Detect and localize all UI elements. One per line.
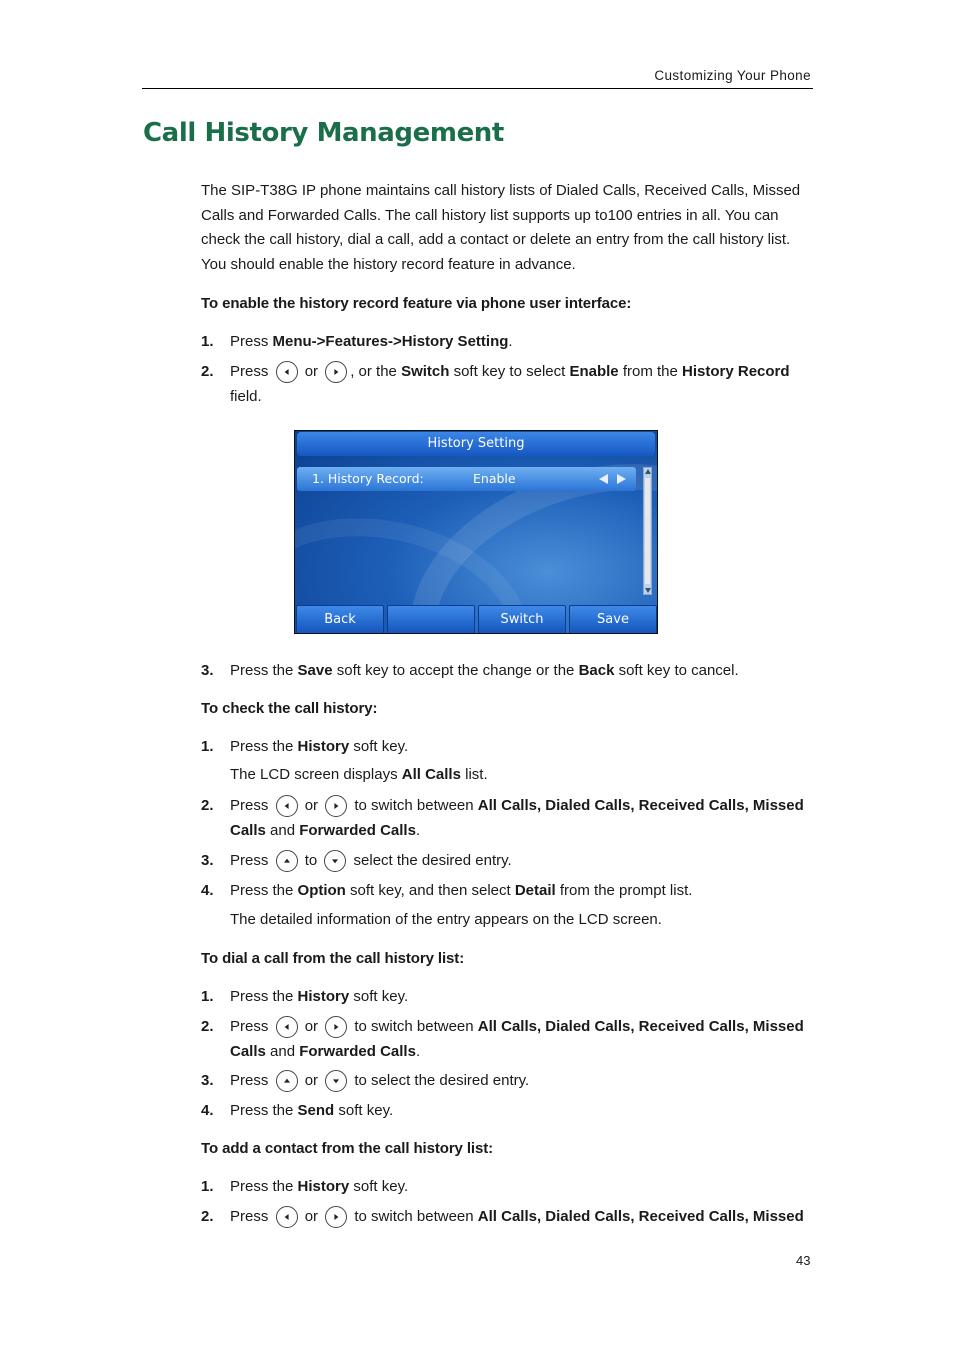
left-key-icon [276, 1206, 298, 1228]
section-heading-add: To add a contact from the call history list: [201, 1140, 494, 1157]
check-note-1: The LCD screen displays All Calls list. [230, 766, 488, 783]
softkey-switch[interactable]: Switch [478, 605, 566, 634]
softkey-back[interactable]: Back [296, 605, 384, 634]
left-arrow-icon[interactable] [599, 474, 608, 484]
down-key-icon [324, 850, 346, 872]
enable-step-2: 2. Press or , or the Switch soft key to select Enable from the History Record field. [201, 363, 790, 405]
add-step-2: 2. Press or to switch between All Calls, Dialed Calls, Received Calls, Missed [201, 1204, 813, 1229]
up-key-icon [276, 850, 298, 872]
left-key-icon [276, 1016, 298, 1038]
add-step-1: 1. Press the History soft key. [201, 1178, 409, 1195]
row-value: Enable [473, 471, 516, 486]
scroll-down-icon [645, 588, 651, 593]
header-rule [142, 88, 813, 89]
right-key-icon [325, 795, 347, 817]
page-number: 43 [796, 1253, 811, 1268]
section-heading-enable: To enable the history record feature via phone user interface: [201, 295, 632, 312]
right-key-icon [325, 1016, 347, 1038]
check-step-1: 1. Press the History soft key. [201, 738, 409, 755]
softkey-save[interactable]: Save [569, 605, 657, 634]
down-key-icon [325, 1070, 347, 1092]
lcd-screenshot [294, 430, 658, 634]
dial-step-1: 1. Press the History soft key. [201, 988, 409, 1005]
row-label: 1. History Record: [312, 471, 424, 486]
dial-step-4: 4. Press the Send soft key. [201, 1102, 394, 1119]
enable-step-1: 1. Press Menu->Features->History Setting. [201, 333, 513, 350]
right-key-icon [325, 1206, 347, 1228]
left-key-icon [276, 361, 298, 383]
scroll-up-icon [645, 469, 651, 474]
check-note-2: The detailed information of the entry appears on the LCD screen. [230, 911, 662, 928]
running-header: Customizing Your Phone [654, 68, 811, 83]
right-arrow-icon[interactable] [617, 474, 626, 484]
up-key-icon [276, 1070, 298, 1092]
dial-step-3: 3. Press or to select the desired entry. [201, 1068, 813, 1093]
softkey-empty[interactable] [387, 605, 475, 634]
scroll-thumb[interactable] [645, 478, 650, 584]
dial-step-2: 2. Press or to switch between All Calls, Dialed Calls, Received Calls, Missed Calls and Forwarded Calls. [201, 1018, 804, 1060]
softkey-bar [296, 605, 658, 634]
lcd-title: History Setting [297, 432, 655, 456]
section-heading-check: To check the call history: [201, 700, 378, 717]
section-heading-dial: To dial a call from the call history list: [201, 950, 465, 967]
check-step-4: 4. Press the Option soft key, and then select Detail from the prompt list. [201, 882, 693, 899]
page-title: Call History Management [143, 118, 504, 148]
check-step-3: 3. Press to select the desired entry. [201, 848, 813, 873]
left-key-icon [276, 795, 298, 817]
history-record-row[interactable] [297, 467, 636, 491]
right-key-icon [325, 361, 347, 383]
enable-step-3: 3. Press the Save soft key to accept the change or the Back soft key to cancel. [201, 662, 739, 679]
scrollbar[interactable] [643, 467, 652, 595]
check-step-2: 2. Press or to switch between All Calls, Dialed Calls, Received Calls, Missed Calls and Forwarded Calls. [201, 797, 804, 839]
intro-paragraph: The SIP-T38G IP phone maintains call history lists of Dialed Calls, Received Calls, Missed Calls and Forwarded Calls. The call history list supports up to100 entries in all. You can check the call history, dial a call, add a contact or delete an entry from the call history list. You should enable the history record feature in advance. [201, 182, 801, 273]
